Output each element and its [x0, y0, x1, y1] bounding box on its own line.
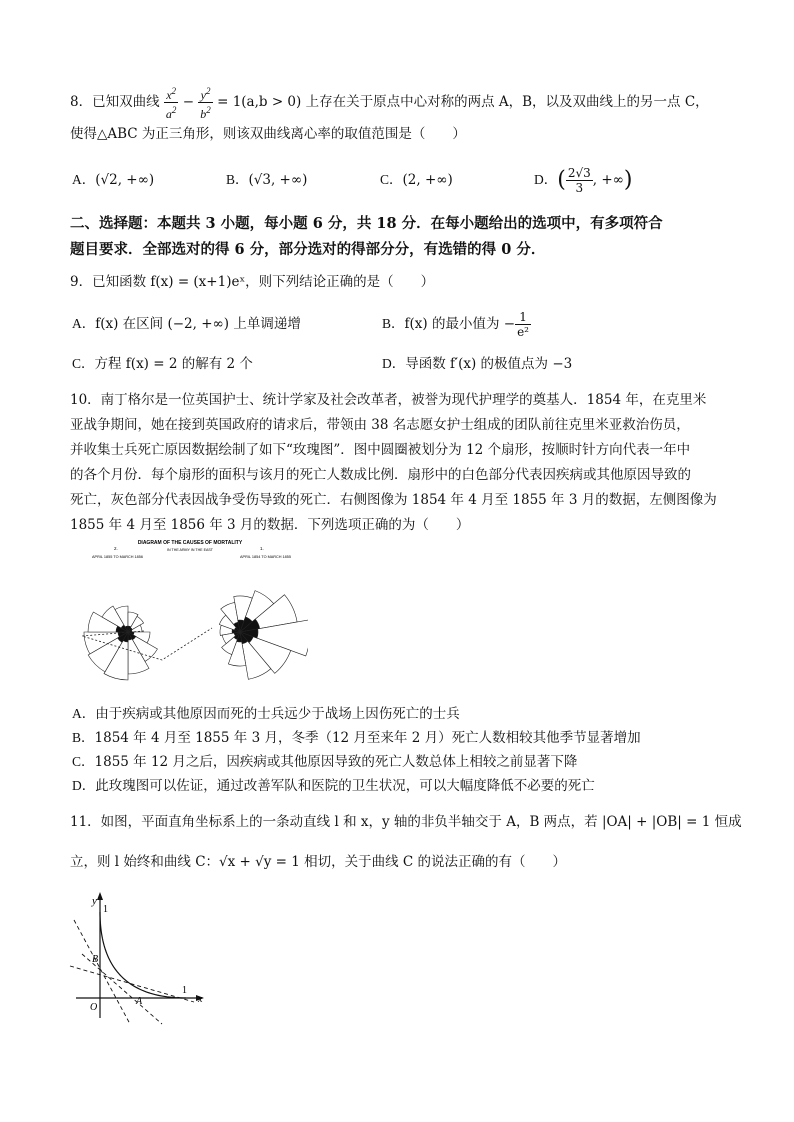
q10-option-d-text: 此玫瑰图可以佐证，通过改善军队和医院的卫生状况，可以大幅度降低不必要的死亡 — [95, 778, 595, 794]
q10-option-b-text: 1854 年 4 月至 1855 年 3 月，冬季（12 月至来年 2 月）死亡人数相较其他季节显著增加 — [94, 730, 641, 746]
y-axis-arrow — [97, 892, 103, 900]
q8-option-d-label: D． — [534, 172, 558, 187]
q10-stem-line4: 的各个月份．每个扇形的面积与该月的死亡人数成比例．扇形中的白色部分代表因疾病或其他原因导致的 — [70, 467, 691, 483]
q10-option-c — [72, 752, 577, 772]
q9-option-a — [72, 314, 301, 334]
q10-option-c-label: C． — [72, 754, 95, 769]
rose-title: DIAGRAM OF THE CAUSES OF MORTALITY — [137, 540, 243, 546]
q9-option-d-text: 导函数 f′(x) 的极值点为 −3 — [405, 356, 573, 372]
section2-heading-line2: 题目要求．全部选对的得 6 分，部分选对的得部分分，有选错的得 0 分． — [70, 241, 546, 258]
rose-left-num: 2. — [114, 546, 118, 551]
q9-option-a-text: f(x) 在区间 (−2, +∞) 上单调递增 — [95, 316, 301, 332]
q8-stem-line2: 使得△ABC 为正三角形，则该双曲线离心率的取值范围是（ ） — [70, 126, 466, 142]
rose-right-wedges — [219, 591, 308, 680]
rose-right-num: 1. — [260, 546, 264, 551]
q10-option-c-text: 1855 年 12 月之后，因疾病或其他原因导致的死亡人数总体上相较之前显著下降 — [94, 754, 578, 770]
q8-option-c-label: C． — [380, 172, 403, 187]
label-origin: O — [90, 1002, 98, 1013]
q9-option-b — [382, 306, 531, 342]
q8-option-c — [380, 170, 453, 190]
q8-option-c-text: (2, +∞) — [402, 172, 453, 188]
q8-frac-x-num: x — [166, 88, 172, 102]
q8-eq-rhs: = 1(a,b > 0) — [217, 94, 302, 110]
q11-stem-line2: 立，则 l 始终和曲线 C：√x + √y = 1 相切，关于曲线 C 的说法正确的有（ ） — [70, 854, 567, 870]
q10-stem-line3: 并收集士兵死亡原因数据绘制了如下“玫瑰图”．图中圆圈被划分为 12 个扇形，按顺时针方向代表一年中 — [70, 442, 691, 458]
q9-option-a-label: A． — [72, 316, 96, 331]
curve-figure — [62, 890, 208, 1028]
q9-option-c — [72, 354, 253, 374]
q9-option-c-text: 方程 f(x) = 2 的解有 2 个 — [94, 356, 253, 372]
q8-frac-y-num: y — [200, 88, 206, 102]
nightingale-rose-figure — [72, 536, 308, 696]
rose-left-caption: APRIL 1855 TO MARCH 1856 — [92, 555, 144, 559]
q8-stem-tail: 上存在关于原点中心对称的两点 A，B，以及双曲线上的另一点 C， — [305, 94, 709, 110]
q8-stem-line1: 8．已知双曲线 $\frac{x^2}{a^2}$ − $\frac{y^2}{b^2}$ = 1(a,b > 0) 上存在关于原点中心对称的两点 A，B，以及双曲线上的另一点 C， — [70, 86, 709, 121]
q9-stem: 9．已知函数 f(x) = (x+1)eˣ，则下列结论正确的是（ ） — [70, 274, 435, 290]
q11-stem-line1: 11．如图，平面直角坐标系上的一条动直线 l 和 x，y 轴的非负半轴交于 A，B 两点，若 |OA| + |OB| = 1 恒成 — [70, 814, 742, 830]
curve-c — [100, 912, 186, 998]
q8-option-d: D．( $\frac{2√3}{3}$ , +∞) — [534, 166, 633, 195]
q9-option-d — [382, 354, 572, 374]
q9-option-d-label: D． — [382, 356, 406, 371]
q9-option-b-frac-den: e² — [517, 325, 529, 339]
q8-option-a — [72, 170, 154, 190]
q10-option-b — [72, 728, 641, 748]
rose-subtitle: IN THE ARMY IN THE EAST — [167, 548, 213, 552]
rose-right-caption: APRIL 1854 TO MARCH 1855 — [240, 555, 292, 559]
rose-left-wedges — [84, 606, 157, 680]
rose-diagram-svg — [72, 536, 308, 696]
q10-option-d-label: D． — [72, 778, 96, 793]
q10-stem-line1: 10．南丁格尔是一位英国护士、统计学家及社会改革者，被誉为现代护理学的奠基人．1854 年，在克里米 — [70, 392, 707, 408]
q10-stem-line5: 死亡，灰色部分代表因战争受伤导致的死亡．右侧图像为 1854 年 4 月至 1855 年 3 月的数据，左侧图像为 — [70, 492, 717, 508]
section2-heading-line1: 二、选择题：本题共 3 小题，每小题 6 分，共 18 分．在每小题给出的选项中，有多项符合 — [70, 215, 663, 232]
label-b: B — [92, 954, 99, 965]
q8-option-d-frac-num: 2√3 — [567, 166, 591, 180]
q8-option-b-text: (√3, +∞) — [248, 172, 308, 188]
q8-frac-x-den: a — [165, 107, 172, 121]
y-axis-label: y — [92, 895, 97, 907]
q8-frac-x: $\frac{x^2}{a^2}$ — [165, 86, 177, 121]
q9-option-b-label: B． — [382, 316, 405, 331]
q10-option-a-label: A． — [72, 706, 96, 721]
x-axis-label: x — [198, 994, 203, 1005]
q8-option-b — [226, 170, 307, 190]
tangent-line-shallow — [70, 966, 194, 1002]
q9-option-b-frac-num: 1 — [515, 310, 531, 325]
q10-option-b-label: B． — [72, 730, 95, 745]
q8-number-text: 8．已知双曲线 — [70, 94, 160, 110]
q8-option-d-tail: , +∞ — [592, 172, 624, 188]
q8-option-d-frac-den: 3 — [575, 181, 584, 195]
q8-option-a-text: (√2, +∞) — [95, 172, 155, 188]
q8-option-d-frac — [566, 166, 593, 195]
q10-option-a — [72, 704, 460, 724]
q9-option-c-label: C． — [72, 356, 95, 371]
q8-option-a-label: A． — [72, 172, 96, 187]
curve-figure-svg — [62, 890, 208, 1028]
label-one-y: 1 — [103, 904, 108, 915]
q8-option-b-label: B． — [226, 172, 249, 187]
q9-option-b-text: f(x) 的最小值为 − — [404, 316, 516, 332]
label-one-x: 1 — [182, 985, 187, 996]
q8-frac-y-den: b — [200, 107, 207, 121]
q10-option-a-text: 由于疾病或其他原因而死的士兵远少于战场上因伤死亡的士兵 — [95, 706, 460, 722]
q8-frac-y: $\frac{y^2}{b^2}$ — [200, 86, 211, 121]
q9-option-b-frac — [515, 310, 531, 339]
label-a: A — [136, 996, 143, 1007]
q10-option-d — [72, 776, 595, 796]
q10-stem-line6: 1855 年 4 月至 1856 年 3 月的数据．下列选项正确的为（ ） — [70, 517, 470, 533]
q10-stem-line2: 亚战争期间，她在接到英国政府的请求后，带领由 38 名志愿女护士组成的团队前往克里米亚救治伤员， — [70, 417, 690, 433]
